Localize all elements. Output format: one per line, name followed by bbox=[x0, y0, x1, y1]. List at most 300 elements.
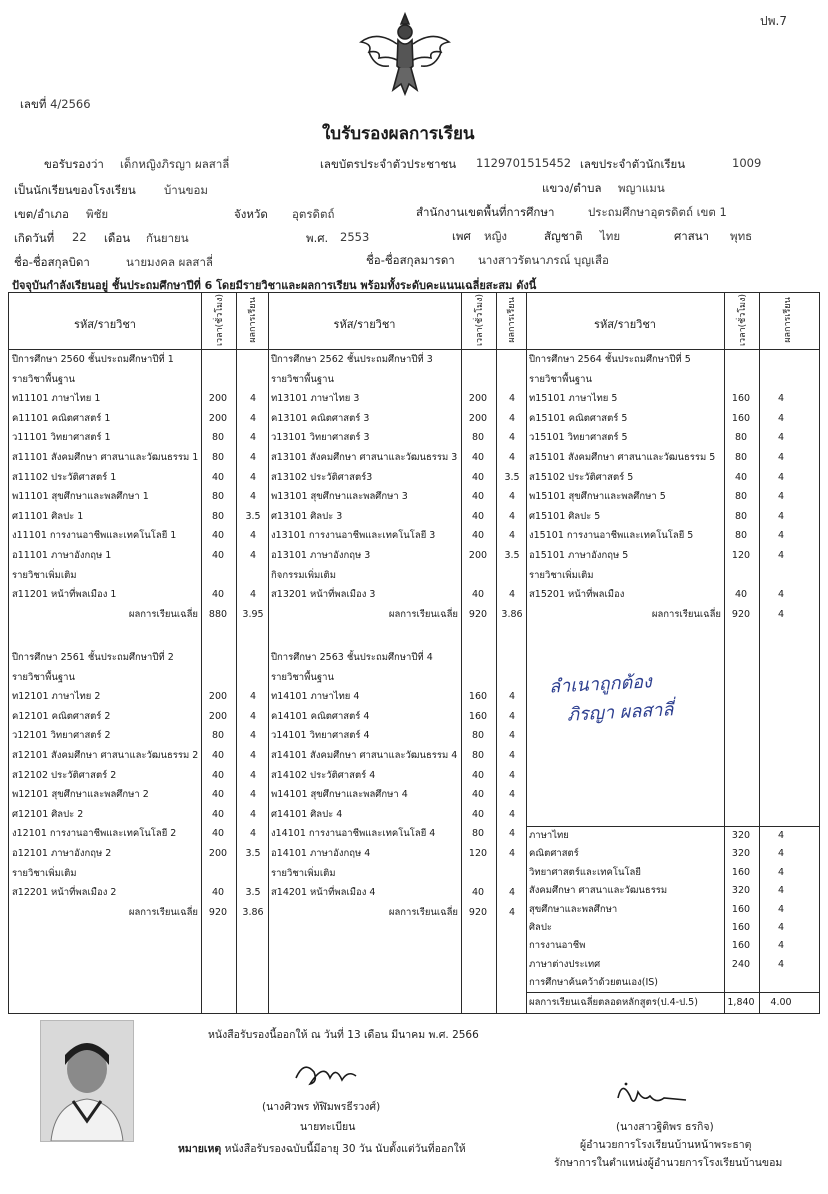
subject-grade: 4 bbox=[508, 510, 516, 522]
subject-name: การงานอาชีพ bbox=[529, 940, 586, 952]
subject-grade: 3.5 bbox=[504, 471, 520, 483]
subject-name: วิทยาศาสตร์และเทคโนโลยี bbox=[529, 866, 641, 878]
subject-name: ค14101 คณิตศาสตร์ 4 bbox=[271, 710, 370, 722]
subject-grade: 4 bbox=[249, 710, 257, 722]
note-text: หนังสือรับรองฉบับนี้มีอายุ 30 วัน นับตั้งแต่วันที่ออกให้ bbox=[224, 1143, 466, 1155]
subject-name: ค11101 คณิตศาสตร์ 1 bbox=[12, 412, 111, 424]
average-grade: 3.86 bbox=[242, 906, 264, 918]
subject-name: ปีการศึกษา 2562 ชั้นประถมศึกษาปีที่ 3 bbox=[271, 354, 433, 365]
subject-hours: 80 bbox=[734, 510, 748, 522]
subject-hours: 40 bbox=[211, 769, 225, 781]
subject-hours: 40 bbox=[211, 589, 225, 601]
average-hours: 920 bbox=[468, 608, 488, 620]
religion-label: ศาสนา bbox=[674, 229, 710, 243]
table-row bbox=[526, 919, 821, 937]
table-row bbox=[9, 567, 268, 585]
table-row bbox=[526, 390, 821, 408]
subject-name: รายวิชาพื้นฐาน bbox=[12, 671, 75, 683]
subject-grade: 4 bbox=[508, 530, 516, 542]
subject-name: อ11101 ภาษาอังกฤษ 1 bbox=[12, 550, 112, 561]
header-hours-3: เวลา(ชั่วโมง) bbox=[738, 293, 748, 347]
table-row bbox=[268, 747, 526, 765]
subject-hours: 40 bbox=[211, 530, 225, 542]
subject-hours: 80 bbox=[734, 491, 748, 503]
table-row bbox=[9, 508, 268, 526]
subject-grade: 4 bbox=[249, 808, 257, 820]
subject-name: ส15102 ประวัติศาสตร์ 5 bbox=[529, 471, 634, 483]
subject-name: ส12102 ประวัติศาสตร์ 2 bbox=[12, 769, 117, 781]
subject-grade: 4 bbox=[249, 828, 257, 840]
subject-grade: 4 bbox=[777, 471, 785, 483]
subject-name: ส14102 ประวัติศาสตร์ 4 bbox=[271, 769, 376, 781]
subject-hours: 80 bbox=[471, 749, 485, 761]
director-signature-icon bbox=[612, 1078, 692, 1114]
table-row bbox=[9, 747, 268, 765]
subject-grade: 4 bbox=[249, 530, 257, 542]
subject-name: พ13101 สุขศึกษาและพลศึกษา 3 bbox=[271, 491, 408, 503]
subject-hours: 80 bbox=[211, 510, 225, 522]
table-row bbox=[9, 865, 268, 883]
subject-name: ส15201 หน้าที่พลเมือง bbox=[529, 589, 625, 601]
subject-grade: 4 bbox=[249, 412, 257, 424]
doc-no-value: 4/2566 bbox=[50, 97, 91, 111]
subject-name: ว13101 วิทยาศาสตร์ 3 bbox=[271, 432, 370, 444]
subject-grade: 4 bbox=[777, 530, 785, 542]
table-row bbox=[268, 469, 526, 487]
table-row bbox=[526, 547, 821, 565]
subject-name: ส13102 ประวัติศาสตร์3 bbox=[271, 471, 373, 483]
subject-hours: 40 bbox=[734, 589, 748, 601]
table-row bbox=[268, 488, 526, 506]
doc-no bbox=[20, 96, 91, 114]
subject-name: ส13201 หน้าที่พลเมือง 3 bbox=[271, 589, 376, 601]
subject-name: พ14101 สุขศึกษาและพลศึกษา 4 bbox=[271, 789, 408, 801]
subject-name: ศ13101 ศิลปะ 3 bbox=[271, 510, 343, 522]
subject-hours: 40 bbox=[471, 452, 485, 463]
school-label: เป็นนักเรียนของโรงเรียน bbox=[14, 183, 136, 197]
registrar-role: นายทะเบียน bbox=[300, 1121, 356, 1133]
subject-name: ว11101 วิทยาศาสตร์ 1 bbox=[12, 432, 111, 444]
subject-name: ส14101 สังคมศึกษา ศาสนาและวัฒนธรรม 4 bbox=[271, 749, 458, 761]
subject-name: ง15101 การงานอาชีพและเทคโนโลยี 5 bbox=[529, 530, 694, 542]
table-row bbox=[526, 508, 821, 526]
subject-name: ส12201 หน้าที่พลเมือง 2 bbox=[12, 887, 117, 899]
birth-day: 22 bbox=[72, 230, 87, 244]
subject-hours: 80 bbox=[734, 452, 748, 463]
subject-name: ส13101 สังคมศึกษา ศาสนาและวัฒนธรรม 3 bbox=[271, 452, 458, 463]
religion-value: พุทธ bbox=[730, 229, 753, 243]
subject-grade: 4 bbox=[777, 510, 785, 522]
average-hours: 920 bbox=[208, 906, 228, 918]
table-row bbox=[526, 567, 821, 585]
subject-grade: 4 bbox=[777, 885, 785, 897]
subject-grade: 4 bbox=[508, 887, 516, 899]
header-hours-1: เวลา(ชั่วโมง) bbox=[215, 293, 225, 347]
table-row bbox=[9, 727, 268, 745]
subject-hours: 80 bbox=[471, 828, 485, 840]
subject-grade: 4 bbox=[508, 491, 516, 503]
page-title: ใบรับรองผลการเรียน bbox=[322, 124, 475, 144]
average-label: ผลการเรียนเฉลี่ย bbox=[128, 608, 198, 620]
table-row bbox=[268, 508, 526, 526]
header-subject-3: รหัส/รายวิชา bbox=[594, 318, 656, 331]
subject-hours: 40 bbox=[211, 550, 225, 561]
table-row bbox=[9, 786, 268, 804]
table-row bbox=[268, 786, 526, 804]
header-grade-1: ผลการเรียน bbox=[248, 297, 258, 343]
subject-grade: 4 bbox=[508, 789, 516, 801]
table-row bbox=[526, 956, 821, 974]
subject-hours: 200 bbox=[468, 412, 488, 424]
subject-name: รายวิชาพื้นฐาน bbox=[271, 373, 334, 385]
average-label: ผลการเรียนเฉลี่ย bbox=[128, 906, 198, 918]
subject-hours: 160 bbox=[731, 866, 751, 878]
subject-hours: 160 bbox=[468, 710, 488, 722]
table-row bbox=[268, 669, 526, 687]
director-role: ผู้อำนวยการโรงเรียนบ้านหน้าพระธาตุ bbox=[580, 1139, 752, 1151]
table-row bbox=[526, 371, 821, 389]
student-name: เด็กหญิงภิรญา ผลสาลี่ bbox=[120, 157, 230, 171]
table-row bbox=[9, 669, 268, 687]
subject-hours: 160 bbox=[468, 691, 488, 703]
father-value: นายมงคล ผลสาลี่ bbox=[126, 255, 213, 269]
table-row bbox=[268, 845, 526, 863]
subdistrict-label: แขวง/ตำบล bbox=[542, 181, 602, 195]
subject-hours: 40 bbox=[734, 471, 748, 483]
subject-grade: 4 bbox=[777, 589, 785, 601]
subject-grade: 4 bbox=[777, 550, 785, 561]
table-row bbox=[268, 825, 526, 843]
table-row bbox=[526, 527, 821, 545]
subject-hours: 40 bbox=[211, 828, 225, 840]
subject-name: ท15101 ภาษาไทย 5 bbox=[529, 393, 618, 405]
subject-hours: 120 bbox=[468, 847, 488, 859]
subject-hours: 40 bbox=[471, 887, 485, 899]
subdistrict-value: พญาแมน bbox=[618, 181, 665, 195]
subject-grade: 4 bbox=[249, 471, 257, 483]
average-row bbox=[268, 606, 526, 624]
month-label: เดือน bbox=[104, 231, 131, 245]
mother-value: นางสาวรัตนาภรณ์ บุญเสือ bbox=[478, 253, 609, 267]
table-row bbox=[268, 865, 526, 883]
header-subject-1: รหัส/รายวิชา bbox=[74, 318, 136, 331]
subject-grade: 4 bbox=[508, 710, 516, 722]
district-label: เขต/อำเภอ bbox=[14, 207, 69, 221]
average-hours: 920 bbox=[731, 608, 751, 620]
table-row bbox=[9, 806, 268, 824]
subject-grade: 4 bbox=[777, 922, 785, 933]
subject-grade: 4 bbox=[777, 452, 785, 463]
average-grade: 3.95 bbox=[242, 608, 264, 620]
subject-hours: 40 bbox=[471, 510, 485, 522]
subject-hours: 320 bbox=[731, 848, 751, 860]
subject-hours: 40 bbox=[211, 749, 225, 761]
subject-name: ส14201 หน้าที่พลเมือง 4 bbox=[271, 887, 376, 899]
table-row bbox=[268, 410, 526, 428]
table-row bbox=[9, 527, 268, 545]
subject-hours: 40 bbox=[471, 808, 485, 820]
table-row bbox=[9, 488, 268, 506]
table-row bbox=[9, 767, 268, 785]
subject-name: ท14101 ภาษาไทย 4 bbox=[271, 691, 360, 703]
table-row bbox=[268, 708, 526, 726]
subject-grade: 4 bbox=[249, 550, 257, 561]
subject-grade: 4 bbox=[508, 412, 516, 424]
province-label: จังหวัด bbox=[234, 207, 268, 221]
table-row bbox=[526, 901, 821, 919]
table-row bbox=[526, 586, 821, 604]
sex-label: เพศ bbox=[452, 229, 471, 243]
subject-grade: 4 bbox=[249, 491, 257, 503]
subject-grade: 4 bbox=[249, 393, 257, 405]
current-study: ปัจจุบันกำลังเรียนอยู่ ชั้นประถมศึกษาปีที่ 6 โดยมีรายวิชาและผลการเรียน พร้อมทั้งระดับคะแนนเฉลี่ยสะสม ดังนี้ bbox=[12, 279, 537, 292]
table-row bbox=[9, 586, 268, 604]
table-row bbox=[268, 351, 526, 369]
table-row bbox=[526, 449, 821, 467]
table-row bbox=[268, 527, 526, 545]
doc-no-label: เลขที่ bbox=[20, 97, 47, 111]
note bbox=[178, 1140, 466, 1157]
subject-hours: 40 bbox=[471, 789, 485, 801]
subject-name: คณิตศาสตร์ bbox=[529, 848, 579, 860]
subject-hours: 80 bbox=[471, 432, 485, 444]
subject-hours: 40 bbox=[471, 471, 485, 483]
table-row bbox=[9, 390, 268, 408]
school-value: บ้านขอม bbox=[164, 183, 208, 197]
subject-grade: 4 bbox=[508, 769, 516, 781]
issued-date: หนังสือรับรองนี้ออกให้ ณ วันที่ 13 เดือน มีนาคม พ.ศ. 2566 bbox=[208, 1029, 479, 1041]
table-row bbox=[9, 410, 268, 428]
subject-hours: 200 bbox=[468, 550, 488, 561]
subject-name: ปีการศึกษา 2564 ชั้นประถมศึกษาปีที่ 5 bbox=[529, 354, 691, 365]
subject-name: ง13101 การงานอาชีพและเทคโนโลยี 3 bbox=[271, 530, 436, 542]
table-row bbox=[9, 469, 268, 487]
subject-hours: 240 bbox=[731, 958, 751, 970]
average-row bbox=[9, 904, 268, 922]
subject-name: ง14101 การงานอาชีพและเทคโนโลยี 4 bbox=[271, 828, 436, 840]
subject-hours: 40 bbox=[471, 491, 485, 503]
average-row bbox=[9, 606, 268, 624]
subject-hours: 160 bbox=[731, 903, 751, 915]
subject-hours: 200 bbox=[208, 847, 228, 859]
subject-name: ส11201 หน้าที่พลเมือง 1 bbox=[12, 589, 117, 601]
subject-name: สุขศึกษาและพลศึกษา bbox=[529, 903, 618, 915]
subject-hours: 320 bbox=[731, 830, 751, 841]
subject-grade: 4 bbox=[777, 393, 785, 405]
average-label: ผลการเรียนเฉลี่ย bbox=[388, 608, 458, 620]
average-grade: 3.86 bbox=[501, 608, 523, 620]
header-hours-2: เวลา(ชั่วโมง) bbox=[475, 293, 485, 347]
overall-hours: 1,840 bbox=[727, 997, 755, 1008]
subject-grade: 3.5 bbox=[245, 847, 261, 859]
subject-grade: 4 bbox=[508, 691, 516, 703]
form-code: ปพ.7 bbox=[760, 14, 787, 28]
table-row bbox=[526, 827, 821, 845]
birth-month: กันยายน bbox=[146, 231, 189, 245]
average-grade: 4 bbox=[777, 608, 785, 620]
handwritten-note-2: ภิรญา ผลสาลี่ bbox=[566, 699, 674, 726]
table-row bbox=[268, 649, 526, 667]
table-row bbox=[526, 937, 821, 955]
subject-name: ปีการศึกษา 2561 ชั้นประถมศึกษาปีที่ 2 bbox=[12, 651, 174, 663]
subject-name: รายวิชาพื้นฐาน bbox=[529, 373, 592, 385]
subject-name: ศ15101 ศิลปะ 5 bbox=[529, 510, 601, 522]
subject-name: ค12101 คณิตศาสตร์ 2 bbox=[12, 710, 111, 722]
subject-name: ส11101 สังคมศึกษา ศาสนาและวัฒนธรรม 1 bbox=[12, 452, 199, 463]
table-row bbox=[526, 469, 821, 487]
subject-hours: 40 bbox=[211, 808, 225, 820]
subject-grade: 4 bbox=[249, 452, 257, 463]
table-row bbox=[268, 371, 526, 389]
subject-grade: 4 bbox=[777, 903, 785, 915]
subject-name: พ12101 สุขศึกษาและพลศึกษา 2 bbox=[12, 789, 149, 801]
table-row bbox=[9, 845, 268, 863]
table-row bbox=[268, 767, 526, 785]
id-value: 1129701515452 bbox=[476, 156, 572, 170]
subject-grade: 3.5 bbox=[245, 510, 261, 522]
subject-grade: 4 bbox=[508, 749, 516, 761]
table-row bbox=[9, 649, 268, 667]
subject-name: ค15101 คณิตศาสตร์ 5 bbox=[529, 412, 628, 424]
subject-hours: 40 bbox=[211, 471, 225, 483]
subject-grade: 4 bbox=[249, 589, 257, 601]
overall-grade: 4.00 bbox=[770, 997, 792, 1008]
subject-name: อ13101 ภาษาอังกฤษ 3 bbox=[271, 550, 371, 561]
subject-name: ภาษาต่างประเทศ bbox=[529, 958, 601, 970]
table-row bbox=[526, 351, 821, 369]
table-row bbox=[526, 882, 821, 900]
subject-grade: 3.5 bbox=[245, 887, 261, 899]
subject-grade: 4 bbox=[249, 691, 257, 703]
subject-hours: 40 bbox=[471, 769, 485, 781]
subject-name: การศึกษาค้นคว้าด้วยตนเอง(IS) bbox=[529, 977, 659, 989]
table-row bbox=[268, 547, 526, 565]
subject-grade: 4 bbox=[777, 866, 785, 878]
subject-hours: 200 bbox=[208, 710, 228, 722]
subject-hours: 80 bbox=[734, 432, 748, 444]
average-label: ผลการเรียนเฉลี่ย bbox=[388, 906, 458, 918]
subject-grade: 4 bbox=[508, 589, 516, 601]
subject-hours: 40 bbox=[471, 530, 485, 542]
subject-hours: 200 bbox=[208, 412, 228, 424]
subject-name: ศ14101 ศิลปะ 4 bbox=[271, 808, 343, 820]
header-subject-2: รหัส/รายวิชา bbox=[333, 318, 396, 331]
table-row bbox=[9, 708, 268, 726]
certify-label: ขอรับรองว่า bbox=[44, 157, 104, 171]
subject-name: ส15101 สังคมศึกษา ศาสนาและวัฒนธรรม 5 bbox=[529, 452, 716, 463]
average-hours: 920 bbox=[468, 906, 488, 918]
subject-hours: 40 bbox=[211, 887, 225, 899]
subject-grade: 4 bbox=[249, 769, 257, 781]
subject-hours: 80 bbox=[211, 491, 225, 503]
sid-label: เลขประจำตัวนักเรียน bbox=[580, 157, 686, 171]
header-grade-2: ผลการเรียน bbox=[507, 297, 517, 343]
subject-name: ศ12101 ศิลปะ 2 bbox=[12, 808, 84, 820]
subject-name: ค13101 คณิตศาสตร์ 3 bbox=[271, 412, 370, 424]
subject-name: รายวิชาพื้นฐาน bbox=[12, 373, 75, 385]
subject-name: รายวิชาเพิ่มเติม bbox=[12, 867, 77, 879]
garuda-emblem-icon bbox=[355, 8, 455, 100]
table-row bbox=[9, 825, 268, 843]
province-value: อุตรดิตถ์ bbox=[292, 207, 335, 221]
id-label: เลขบัตรประจำตัวประชาชน bbox=[320, 157, 457, 171]
subject-hours: 80 bbox=[211, 452, 225, 463]
student-portrait-icon bbox=[41, 1021, 133, 1141]
subject-grade: 4 bbox=[777, 412, 785, 424]
birth-year: 2553 bbox=[340, 230, 370, 244]
table-row bbox=[9, 688, 268, 706]
subject-grade: 4 bbox=[508, 808, 516, 820]
subject-hours: 320 bbox=[731, 885, 751, 897]
subject-name: ท13101 ภาษาไทย 3 bbox=[271, 393, 360, 405]
student-photo bbox=[40, 1020, 134, 1142]
subject-hours: 200 bbox=[208, 691, 228, 703]
subject-hours: 200 bbox=[208, 393, 228, 405]
table-row bbox=[268, 390, 526, 408]
subject-grade: 4 bbox=[777, 940, 785, 952]
subject-grade: 4 bbox=[508, 847, 516, 859]
birth-label: เกิดวันที่ bbox=[14, 231, 55, 245]
table-row bbox=[268, 884, 526, 902]
handwritten-note-1: ลำเนาถูกต้อง bbox=[548, 671, 653, 698]
subject-grade: 4 bbox=[508, 730, 516, 742]
director-name: (นางสาวฐิติพร ธรกิจ) bbox=[616, 1121, 714, 1133]
subject-grade: 4 bbox=[249, 749, 257, 761]
mother-label: ชื่อ-ชื่อสกุลมารดา bbox=[366, 253, 455, 267]
table-row bbox=[526, 429, 821, 447]
subject-name: รายวิชาเพิ่มเติม bbox=[529, 569, 594, 581]
overall-label: ผลการเรียนเฉลี่ยตลอดหลักสูตร(ป.4-ป.5) bbox=[529, 997, 698, 1008]
table-row bbox=[526, 974, 821, 992]
subject-name: กิจกรรมเพิ่มเติม bbox=[271, 569, 336, 581]
table-row bbox=[9, 429, 268, 447]
average-row bbox=[268, 904, 526, 922]
sex-value: หญิง bbox=[484, 229, 507, 243]
subject-name: ศ11101 ศิลปะ 1 bbox=[12, 510, 84, 522]
sid-value: 1009 bbox=[732, 156, 762, 170]
subject-hours: 80 bbox=[471, 730, 485, 742]
subject-grade: 4 bbox=[249, 432, 257, 444]
subject-grade: 4 bbox=[249, 730, 257, 742]
table-row bbox=[9, 884, 268, 902]
subject-name: รายวิชาเพิ่มเติม bbox=[12, 569, 77, 581]
office-value: ประถมศึกษาอุตรดิตถ์ เขต 1 bbox=[588, 205, 727, 219]
subject-name: ว12101 วิทยาศาสตร์ 2 bbox=[12, 730, 111, 742]
table-row bbox=[526, 410, 821, 428]
average-row bbox=[526, 606, 821, 624]
table-row bbox=[9, 371, 268, 389]
table-row bbox=[268, 567, 526, 585]
table-row bbox=[268, 806, 526, 824]
subject-hours: 160 bbox=[731, 922, 751, 933]
overall-average-row bbox=[526, 994, 821, 1012]
father-label: ชื่อ-ชื่อสกุลบิดา bbox=[14, 255, 90, 269]
office-label: สำนักงานเขตพื้นที่การศึกษา bbox=[416, 205, 555, 219]
subject-name: ว15101 วิทยาศาสตร์ 5 bbox=[529, 432, 628, 444]
subject-grade: 3.5 bbox=[504, 550, 520, 561]
table-row bbox=[9, 547, 268, 565]
subject-name: ส11102 ประวัติศาสตร์ 1 bbox=[12, 471, 117, 483]
subject-name: พ11101 สุขศึกษาและพลศึกษา 1 bbox=[12, 491, 149, 503]
table-row bbox=[268, 429, 526, 447]
table-row bbox=[268, 727, 526, 745]
table-row bbox=[526, 864, 821, 882]
subject-name: อ15101 ภาษาอังกฤษ 5 bbox=[529, 550, 629, 561]
table-row bbox=[268, 586, 526, 604]
table-row bbox=[526, 845, 821, 863]
subject-hours: 40 bbox=[471, 589, 485, 601]
table-row bbox=[9, 449, 268, 467]
